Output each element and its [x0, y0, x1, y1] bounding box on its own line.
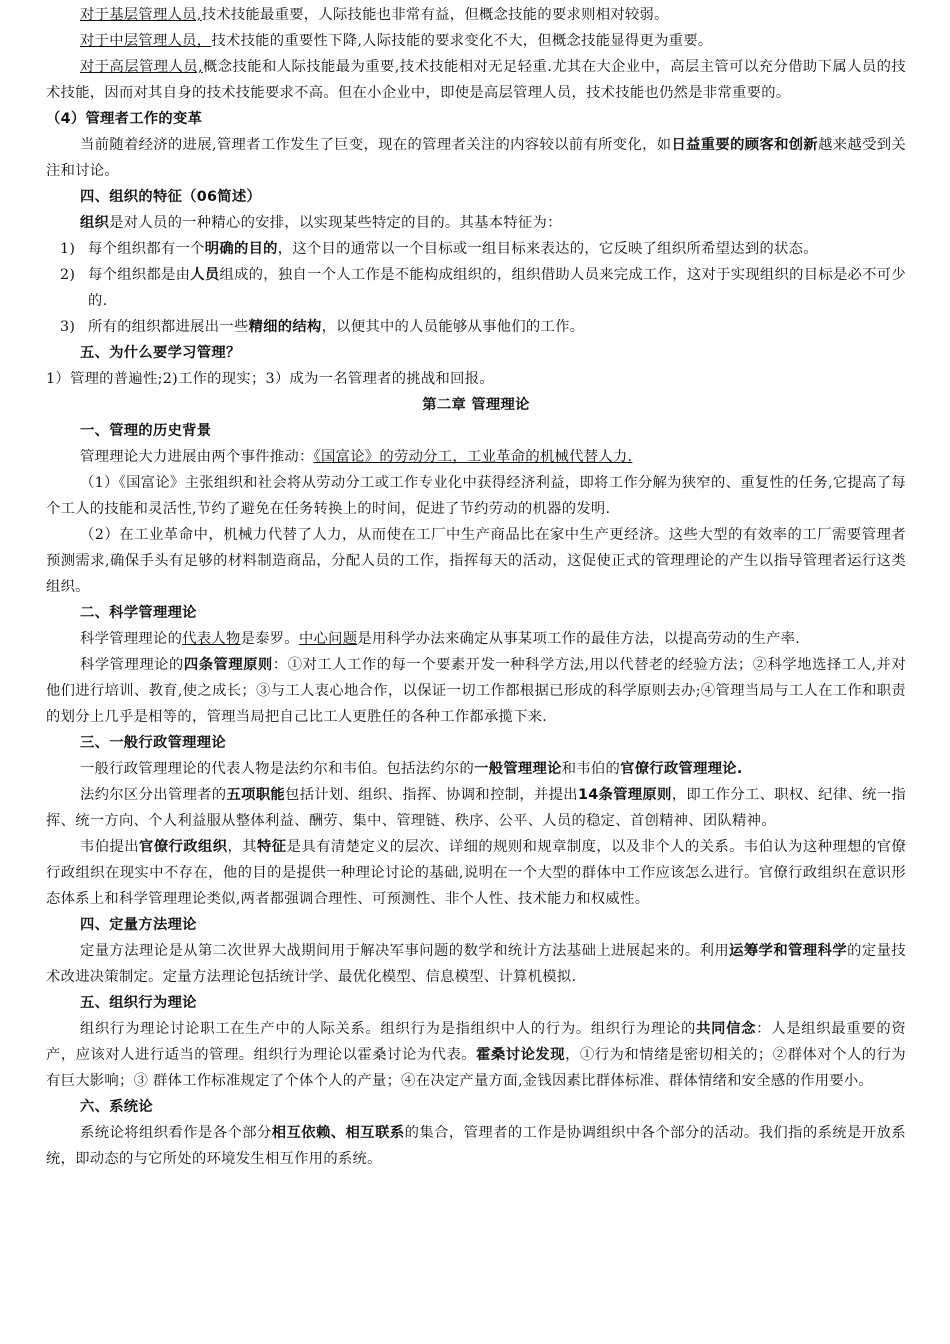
- list-item: 2) 每个组织都是由人员组成的，独自一个人工作是不能构成组织的，组织借助人员来完成工作，这对于实现组织的目标是必不可少的.: [60, 267, 906, 309]
- underlined-lead: 对于中层管理人员，: [80, 33, 212, 49]
- paragraph-organization-definition: 组织是对人员的一种精心的安排，以实现某些特定的目的。其基本特征为：: [80, 215, 562, 231]
- heading-systems-theory: 六、系统论: [80, 1099, 153, 1115]
- heading-manager-work-change: （4）管理者工作的变革: [46, 111, 203, 127]
- paragraph-four-principles: 科学管理理论的四条管理原则：①对工人工作的每一个要素开发一种科学方法,用以代替老的经验方法；②科学地选择工人,并对他们进行培训、教育,使之成长；③与工人衷心地合作，以保证一切工作都根据已形成的科学原则去办;④管理当局与工人在工作和职责的划分上几乎是相等的，管理当局把自己比工人更胜任的各种工作都承揽下来.: [46, 657, 906, 725]
- heading-scientific-management: 二、科学管理理论: [80, 605, 197, 621]
- list-item: 3) 所有的组织都进展出一些精细的结构，以便其中的人员能够从事他们的工作。: [60, 319, 585, 335]
- paragraph-middle-managers: 对于中层管理人员，技术技能的重要性下降,人际技能的要求变化不大，但概念技能显得更为重要。: [80, 33, 713, 49]
- paragraph-org-behavior: 组织行为理论讨论职工在生产中的人际关系。组织行为是指组织中人的行为。组织行为理论的共同信念：人是组织最重要的资产，应该对人进行适当的管理。组织行为理论以霍桑讨论为代表。霍桑讨论发现，①行为和情绪是密切相关的；②群体对个人的行为有巨大影响；③ 群体工作标准规定了个体个人的产量；④在决定产量方面,金钱因素比群体标准、群体情绪和安全感的作用要小。: [46, 1021, 907, 1089]
- heading-org-behavior: 五、组织行为理论: [80, 995, 197, 1011]
- paragraph-quantitative: 定量方法理论是从第二次世界大战期间用于解决军事问题的数学和统计方法基础上进展起来的。利用运筹学和管理科学的定量技术改进决策制定。定量方法理论包括统计学、最优化模型、信息模型、计算机模拟.: [46, 943, 906, 985]
- heading-why-study-management: 五、为什么要学习管理？: [80, 345, 241, 361]
- chapter-title: 第二章 管理理论: [422, 397, 530, 413]
- paragraph-general-admin-rep: 一般行政管理理论的代表人物是法约尔和韦伯。包括法约尔的一般管理理论和韦伯的官僚行政管理理论.: [80, 761, 743, 777]
- paragraph-reasons: 1）管理的普遍性;2)工作的现实；3）成为一名管理者的挑战和回报。: [46, 371, 494, 387]
- paragraph-two-events: 管理理论大力进展由两个事件推动：《国富论》的劳动分工，工业革命的机械代替人力.: [80, 449, 633, 465]
- paragraph-systems-theory: 系统论将组织看作是各个部分相互依赖、相互联系的集合，管理者的工作是协调组织中各个部分的活动。我们指的系统是开放系统，即动态的与它所处的环境发生相互作用的系统。: [46, 1125, 907, 1167]
- paragraph-industrial-revolution: （2）在工业革命中，机械力代替了人力，从而使在工厂中生产商品比在家中生产更经济。这些大型的有效率的工厂需要管理者预测需求,确保手头有足够的材料制造商品，分配人员的工作，指挥每天的活动，这促使正式的管理理论的产生以指导管理者运行这类组织。: [46, 527, 906, 595]
- list-item: 1) 每个组织都有一个明确的目的，这个目的通常以一个目标或一组目标来表达的，它反映了组织所希望达到的状态。: [60, 241, 818, 257]
- paragraph-wealth-of-nations: （1）《国富论》主张组织和社会将从劳动分工或工作专业化中获得经济利益，即将工作分解为狭窄的、重复性的任务,它提高了每个工人的技能和灵活性,节约了避免在任务转换上的时间，促进了节约劳动的机器的发明.: [46, 475, 906, 517]
- paragraph-top-managers: 对于高层管理人员,概念技能和人际技能最为重要,技术技能相对无足轻重.尤其在大企业中，高层主管可以充分借助下属人员的技术技能，因而对其自身的技术技能要求不高。但在小企业中，即使是高层管理人员，技术技能也仍然是非常重要的。: [46, 59, 906, 101]
- underlined-lead: 对于高层管理人员,: [80, 59, 203, 75]
- paragraph-scientific-rep: 科学管理理论的代表人物是泰罗。中心问题是用科学办法来确定从事某项工作的最佳方法，以提高劳动的生产率.: [80, 631, 801, 647]
- heading-general-admin: 三、一般行政管理理论: [80, 735, 226, 751]
- paragraph-grassroots-managers: 对于基层管理人员,技术技能最重要，人际技能也非常有益，但概念技能的要求则相对较弱。: [80, 7, 669, 23]
- paragraph-weber: 韦伯提出官僚行政组织，其特征是具有清楚定义的层次、详细的规则和规章制度，以及非个人的关系。韦伯认为这种理想的官僚行政组织在现实中不存在，他的目的是提供一种理论讨论的基础,说明在一个大型的群体中工作应该怎么进行。官僚行政组织在意识形态体系上和科学管理理论类似,两者都强调合理性、可预测性、非个人性、技术能力和权威性。: [46, 839, 906, 907]
- heading-historical-background: 一、管理的历史背景: [80, 423, 212, 439]
- heading-organization-features: 四、组织的特征（06简述）: [80, 189, 262, 205]
- paragraph-fayol: 法约尔区分出管理者的五项职能包括计划、组织、指挥、协调和控制，并提出14条管理原则，即工作分工、职权、纪律、统一指挥、统一方向、个人利益服从整体利益、酬劳、集中、管理链、秩序、公平、人员的稳定、首创精神、团队精神。: [46, 787, 907, 829]
- underlined-lead: 对于基层管理人员,: [80, 7, 202, 23]
- heading-quantitative: 四、定量方法理论: [80, 917, 197, 933]
- paragraph-manager-work-change: 当前随着经济的进展,管理者工作发生了巨变，现在的管理者关注的内容较以前有所变化，如日益重要的顾客和创新越来越受到关注和讨论。: [46, 137, 906, 179]
